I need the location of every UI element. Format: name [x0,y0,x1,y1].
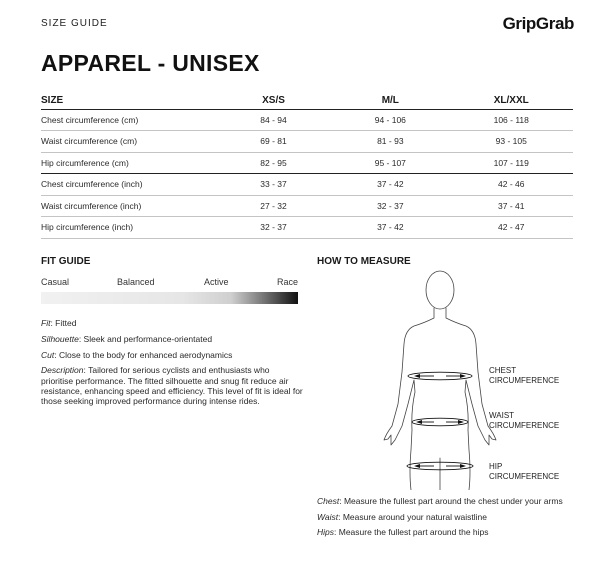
fit-value: : Fitted [50,318,77,328]
table-cell: 37 - 42 [331,217,449,239]
table-cell: 94 - 106 [331,109,449,131]
waist-instruction [317,512,579,523]
table-cell: 37 - 42 [331,174,449,196]
table-cell: 82 - 95 [216,152,331,174]
measure-instructions [317,496,579,543]
description-label: Description [41,365,84,376]
table-cell: 42 - 47 [449,217,573,239]
chest-instruction [317,496,579,507]
table-cell: 69 - 81 [216,131,331,153]
fit-details [41,318,303,412]
table-row [41,152,573,174]
table-cell: 107 - 119 [449,152,573,174]
waist-label-line2: CIRCUMFERENCE [489,421,560,430]
fit-line [41,318,303,328]
table-row [41,217,573,239]
table-row [41,109,573,131]
how-to-measure-heading: HOW TO MEASURE [317,256,411,267]
table-cell: 27 - 32 [216,195,331,217]
hip-label-line2: CIRCUMFERENCE [489,472,560,481]
chest-circumference-label [489,366,559,386]
cut-value: : Close to the body for enhanced aerodynamics [54,349,233,360]
waist-circumference-label [489,411,559,431]
fit-gradient-bar [41,292,298,304]
row-label: Hip circumference (inch) [41,217,216,239]
chest-label-line2: CIRCUMFERENCE [489,376,560,385]
cut-line [41,350,303,360]
waist-instruction-label: Waist [317,511,339,522]
table-cell: 95 - 107 [331,152,449,174]
column-header-xs-s: XS/S [216,90,331,109]
silhouette-line [41,334,303,344]
fit-scale-casual: Casual [41,277,70,287]
hip-arrowhead-left [414,464,420,468]
page-title: APPAREL - UNISEX [41,50,260,76]
table-cell: 42 - 46 [449,174,573,196]
chest-label-line1: CHEST [489,366,517,375]
column-header-m-l: M/L [331,90,449,109]
waist-instruction-value: : Measure around your natural waistline [338,511,487,522]
fit-label: Fit [41,318,51,328]
column-header-size: SIZE [41,90,216,109]
fit-guide-heading: FIT GUIDE [41,256,91,267]
row-label: Waist circumference (cm) [41,131,216,153]
hip-circumference-label [489,462,559,482]
row-label: Chest circumference (inch) [41,174,216,196]
chest-instruction-value: : Measure the fullest part around the chest under your arms [339,496,563,506]
row-label: Hip circumference (cm) [41,152,216,174]
table-cell: 81 - 93 [331,131,449,153]
hips-instruction-label: Hips [317,527,335,537]
row-label: Chest circumference (cm) [41,109,216,131]
hip-arrowhead-right [460,464,466,468]
fit-scale-race: Race [276,277,298,287]
brand-logo: GripGrab [502,14,574,33]
waist-arrowhead-right [458,420,464,424]
silhouette-label: Silhouette [41,333,79,344]
table-cell: 33 - 37 [216,174,331,196]
chest-arrowhead-left [414,374,420,378]
table-cell: 93 - 105 [449,131,573,153]
table-row [41,195,573,217]
head-outline [426,271,454,309]
hips-instruction [317,527,579,538]
description-line [41,365,303,406]
cut-label: Cut [41,349,55,360]
chest-instruction-label: Chest [317,496,340,506]
size-guide-label: SIZE GUIDE [41,18,108,29]
table-row [41,131,573,153]
table-cell: 106 - 118 [449,109,573,131]
table-cell: 32 - 37 [216,217,331,239]
waist-arrowhead-left [416,420,422,424]
chest-arrowhead-right [460,374,466,378]
table-row [41,174,573,196]
row-label: Waist circumference (inch) [41,195,216,217]
fit-scale-active: Active [204,277,229,287]
table-cell: 84 - 94 [216,109,331,131]
size-table [41,90,573,239]
description-value: : Tailored for serious cyclists and enthusiasts who prioritise performance. The fitted silhouette and snug fit reduce air resistance, enhancing speed and efficiency. This level of fit is ideal for those seeking improved performance during intense rides. [41,365,303,407]
fit-scale-balanced: Balanced [117,277,155,287]
hips-instruction-value: : Measure the fullest part around the hips [334,527,489,537]
waist-label-line1: WAIST [489,411,515,420]
hip-label-line1: HIP [489,462,503,471]
column-header-xl-xxl: XL/XXL [449,90,573,109]
table-cell: 37 - 41 [449,195,573,217]
silhouette-value: : Sleek and performance-orientated [78,333,213,344]
table-cell: 32 - 37 [331,195,449,217]
table-header-row [41,90,573,109]
